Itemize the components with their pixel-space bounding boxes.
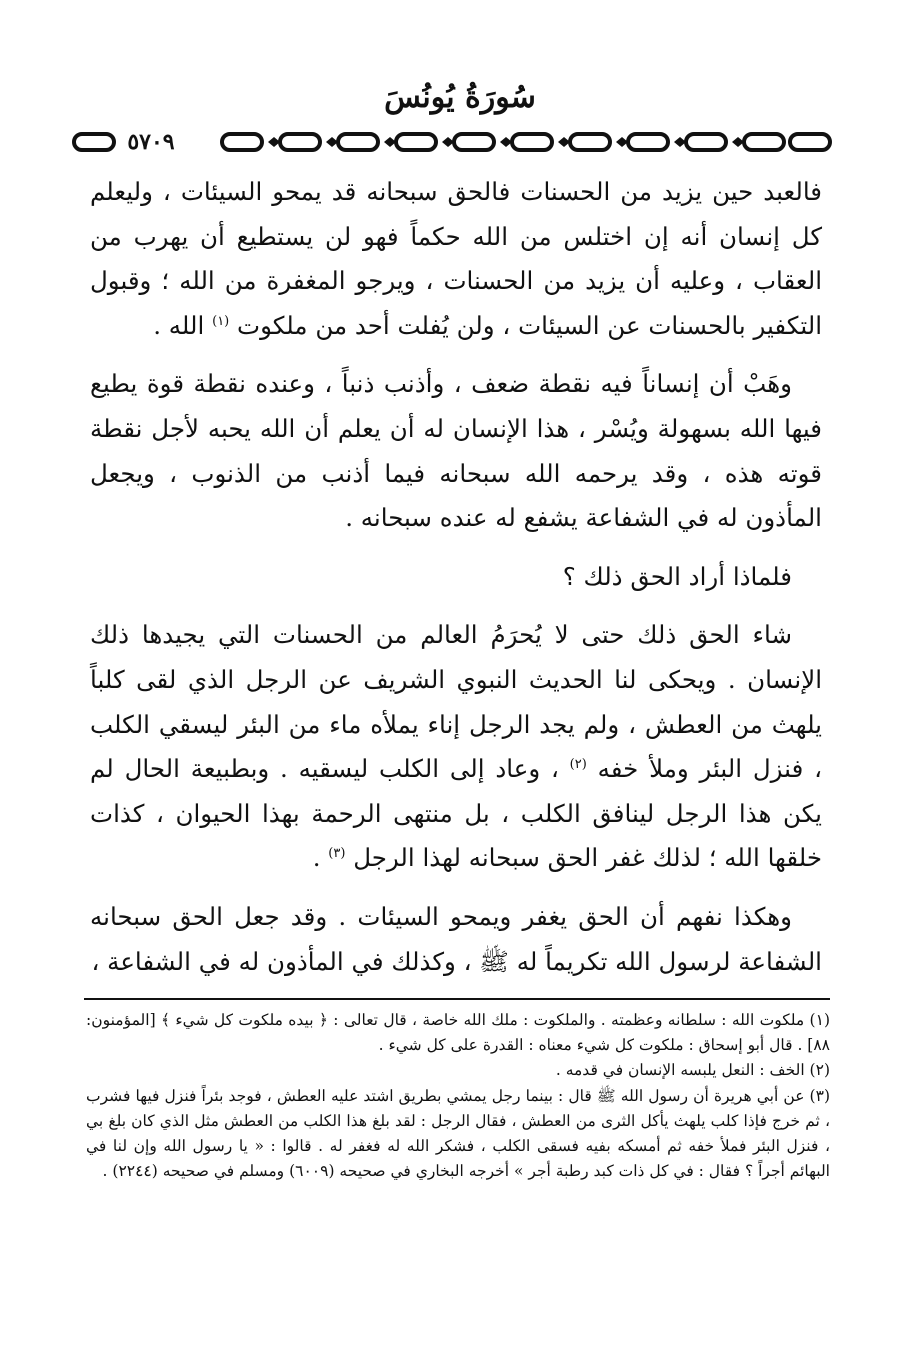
main-text xyxy=(90,170,822,998)
paragraph-1-text: فالعبد حين يزيد من الحسنات فالحق سبحانه قد يمحو السيئات ، وليعلم كل إنسان أنه إن اختلس من الله حكماً فهو لن يستطيع أن يهرب من العقاب ، وعليه أن يزيد من الحسنات ، ويرجو المغفرة من الله ؛ وقبول التكفير بالحسنات عن السيئات ، ولن يُفلت أحد من ملكوت xyxy=(90,177,822,340)
footnote-2: (٢) الخف : النعل يلبسه الإنسان في قدمه . xyxy=(555,1061,830,1080)
footnote-1: (١) ملكوت الله : سلطانه وعظمته . والملكوت : ملك الله خاصة ، قال تعالى : ﴿ بيده ملكوت كل شيء ﴾ [المؤمنون: ٨٨] . قال أبو إسحاق : ملكوت كل شيء معناه : القدرة على كل شيء . xyxy=(86,1011,830,1055)
paragraph-4-text-middle: ، وعاد إلى الكلب ليسقيه . وبطبيعة الحال لم يكن هذا الرجل لينافق الكلب ، بل منتهى الرحمة بهذا الحيوان ، كذات خلقها الله ؛ لذلك غفر الحق سبحانه لهذا الرجل xyxy=(90,754,822,873)
footnote-ref-3: (٣) xyxy=(328,846,346,862)
paragraph-3: فلماذا أراد الحق ذلك ؟ xyxy=(562,561,792,591)
footnote-ref-2: (٢) xyxy=(569,756,587,772)
paragraph-5: وهكذا نفهم أن الحق يغفر ويمحو السيئات . وقد جعل الحق سبحانه الشفاعة لرسول الله تكريماً له ﷺ ، وكذلك في المأذون له في الشفاعة ، xyxy=(90,901,822,976)
paragraph-1-text-end: الله . xyxy=(153,310,205,340)
footnote-ref-1: (١) xyxy=(212,313,230,329)
ornamental-border xyxy=(72,128,832,156)
footnotes xyxy=(86,1008,830,1184)
paragraph-1 xyxy=(90,170,822,348)
paragraph-4-text: شاء الحق ذلك حتى لا يُحرَمُ العالم من الحسنات التي يجيدها ذلك الإنسان . ويحكى لنا الحديث النبوي الشريف عن الرجل الذي لقى كلباً يلهث من العطش ، ولم يجد الرجل إناء يملأه ماء من البئر ليسقي الكلب ، فنزل البئر وملأ خفه xyxy=(90,620,822,784)
footnote-3: (٣) عن أبي هريرة أن رسول الله ﷺ قال : بينما رجل يمشي بطريق اشتد عليه العطش ، فوجد بئراً فنزل فيها فشرب ، ثم خرج فإذا كلب يلهث يأكل الثرى من العطش ، فقال الرجل : لقد بلغ هذا الكلب من العطش مثل الذي كان بلغ بي ، فنزل البئر فملأ خفه ثم أمسكه بفيه فسقى الكلب ، فشكر الله له فغفر له . قالوا : « يا رسول الله وإن لنا في البهائم أجراً ؟ فقال : في كل ذات كبد رطبة أجر » أخرجه البخاري في صحيحه (٦٠٠٩) ومسلم في صحيحه (٢٢٤٤) . xyxy=(86,1086,830,1181)
page-number: ٥٧٠٩ xyxy=(118,126,184,158)
footnote-divider xyxy=(84,998,830,1000)
paragraph-2: وهَبْ أن إنساناً فيه نقطة ضعف ، وأذنب ذنباً ، وعنده نقطة قوة يطيع فيها الله بسهولة ويُسْر ، هذا الإنسان له أن يعلم أن الله يحبه لأجل نقطة قوته هذه ، وقد يرحمه الله سبحانه فيما أذنب من الذنوب ، ويجعل المأذون له في الشفاعة يشفع له عنده سبحانه . xyxy=(90,369,822,533)
paragraph-4-text-end: . xyxy=(312,843,321,873)
surah-title: سُورَةُ يُونُسَ xyxy=(384,80,536,115)
paragraph-4 xyxy=(90,613,822,881)
